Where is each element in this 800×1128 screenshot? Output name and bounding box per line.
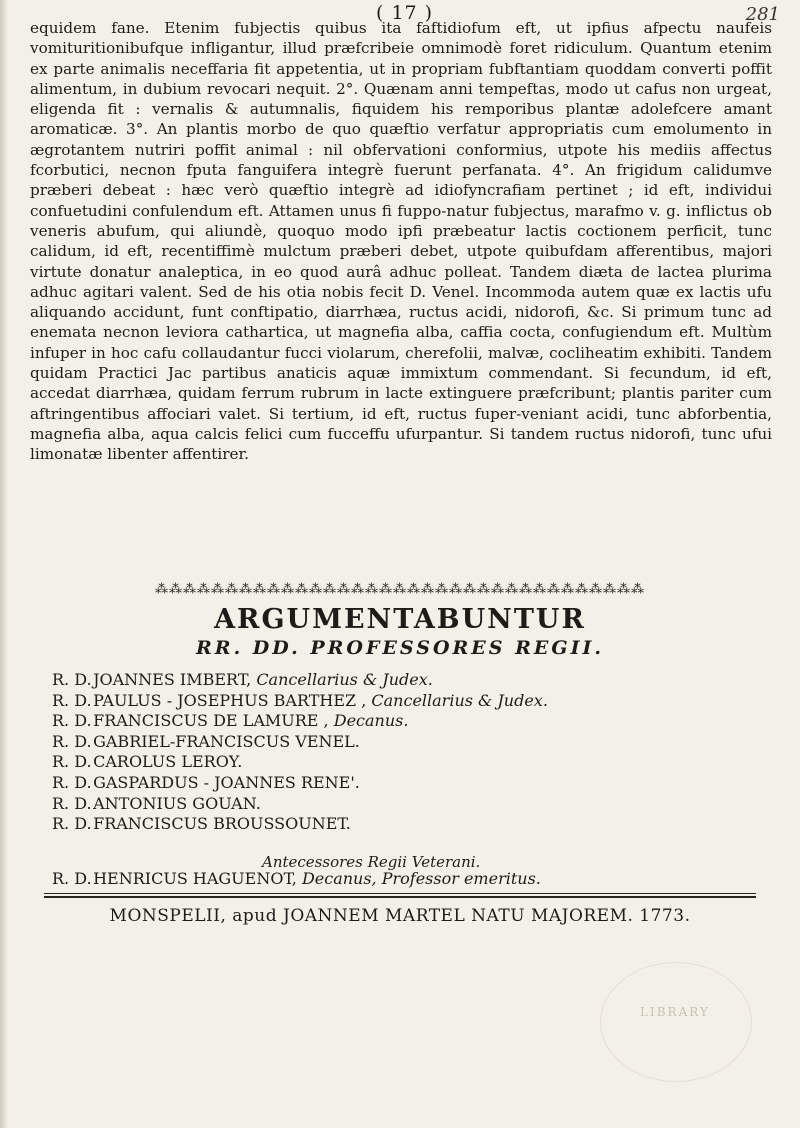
professor-row bbox=[52, 773, 772, 794]
binding-shadow bbox=[0, 0, 8, 1128]
divider-rule-thick bbox=[44, 896, 756, 898]
professor-role: Cancellarius & Judex. bbox=[256, 670, 433, 689]
professor-role: Cancellarius & Judex. bbox=[371, 690, 548, 710]
professor-name: CAROLUS LEROY. bbox=[93, 752, 243, 772]
professor-row-emeritus bbox=[52, 869, 541, 888]
faded-stamp-lettering: LIBRARY bbox=[640, 1005, 710, 1019]
divider-rule bbox=[44, 893, 756, 894]
professor-prefix: R. D. bbox=[52, 793, 92, 813]
professor-role: Decanus, Professor emeritus. bbox=[301, 869, 541, 888]
professor-name: FRANCISCUS BROUSSOUNET. bbox=[93, 814, 351, 834]
professor-prefix: R. D. bbox=[52, 869, 92, 888]
professor-prefix: R. D. bbox=[52, 752, 92, 772]
faded-library-stamp bbox=[600, 962, 752, 1082]
professor-name: ANTONIUS GOUAN. bbox=[93, 793, 261, 813]
antecessores-label: Antecessores Regii Veterani. bbox=[262, 853, 481, 871]
professor-prefix: R. D. bbox=[52, 814, 92, 834]
page-number: ( 17 ) bbox=[376, 2, 434, 24]
handwritten-folio-mark: 281 bbox=[745, 4, 780, 25]
professor-list bbox=[52, 670, 772, 835]
professor-row bbox=[52, 732, 772, 753]
professor-row bbox=[52, 814, 772, 835]
professor-row bbox=[52, 794, 772, 815]
professor-name: JOANNES IMBERT, bbox=[93, 670, 252, 689]
professor-row bbox=[52, 752, 772, 773]
professor-name: HENRICUS HAGUENOT, bbox=[93, 869, 297, 888]
professor-name: GABRIEL-FRANCISCUS VENEL. bbox=[93, 731, 360, 751]
professor-role: Decanus. bbox=[333, 711, 409, 731]
body-paragraph: equidem fane. Etenim fubjectis quibus ita faftidiofum eft, ut ipfius afpectu naufeis vomituritionibufque infligantur, illud præfcribeie omnimodè foret ridiculum. Quantum etenim ex parte animalis neceffaria fit appetentia, ut in propriam fubftantiam quoddam converti poffit alimentum, in dubium revocari nequit. 2°. Quænam anni tempeftas, modo ut cafus non urgeat, eligenda fit : vernalis & autumnalis, fiquidem his remporibus plantæ adolefcere amant aromaticæ. 3°. An plantis morbo de quo quæftio verfatur appropriatis cum emolumento in ægrotantem nutriri poffit animal : nil obfervationi conformius, utpote his mediis affectus fcorbutici, necnon fputa fanguifera integrè fuerunt perfanata. 4°. An frigidum calidumve præberi debeat : hæc verò quæftio integrè ad idiofyncrafiam pertinet ; id eft, individui confuetudini confulendum eft. Attamen unus fi fuppo-natur fubjectus, marafmo v. g. inflictus ob veneris abufum, qui aliundè, quoquo modo ipfi præbeatur lactis coctionem perficit, tunc calidum, id eft, recentiffimè mulctum præberi debet, utpote quibufdam afferentibus, majori virtute donatur analeptica, in eo quod aurâ adhuc polleat. Tandem diæta de lactea plurima adhuc agitari valent. Sed de his otia nobis fecit D. Venel. Incommoda autem quæ ex lactis ufu aliquando accidunt, funt conftipatio, diarrhæa, ructus acidi, nidorofi, &c. Si primum tunc ad enemata necnon leviora cathartica, ut magnefia alba, caffia cocta, confugiendum eft. Multùm infuper in hoc cafu collaudantur fucci violarum, cherefolii, malvæ, cocliheatim exhibiti. Tandem quidam Practici Jac partibus anaticis aquæ immixtum commendant. Si fecundum, id eft, accedat diarrhæa, quidam ferrum rubrum in lacte extinguere præfcribunt; plantis pariter cum aftringentibus affociari valet. Si tertium, id eft, ructus fuper-veniant acidi, tunc abforbentia, magnefia alba, aqua calcis felici cum fucceffu ufurpantur. Si tandem ructus nidorofi, tunc ufui limonatæ libenter affentirer. bbox=[30, 19, 772, 464]
professor-name: PAULUS - JOSEPHUS BARTHEZ , bbox=[93, 690, 367, 710]
ornament-divider: ⁂⁂⁂⁂⁂⁂⁂⁂⁂⁂⁂⁂⁂⁂⁂⁂⁂⁂⁂⁂⁂⁂⁂⁂⁂⁂⁂⁂⁂⁂⁂⁂⁂⁂⁂ bbox=[155, 582, 645, 597]
professor-prefix: R. D. bbox=[52, 670, 92, 689]
professor-prefix: R. D. bbox=[52, 772, 92, 792]
imprint-line: MONSPELII, apud JOANNEM MARTEL NATU MAJOREM. 1773. bbox=[109, 906, 691, 926]
professor-prefix: R. D. bbox=[52, 711, 92, 731]
professor-row bbox=[52, 711, 772, 732]
section-title: ARGUMENTABUNTUR bbox=[214, 604, 586, 635]
professor-row bbox=[52, 670, 772, 691]
professor-row bbox=[52, 691, 772, 712]
professor-name: FRANCISCUS DE LAMURE , bbox=[93, 711, 329, 731]
professor-prefix: R. D. bbox=[52, 731, 92, 751]
section-subtitle: RR. DD. PROFESSORES REGII. bbox=[196, 637, 604, 659]
professor-name: GASPARDUS - JOANNES RENE'. bbox=[93, 772, 360, 792]
professor-prefix: R. D. bbox=[52, 690, 92, 710]
